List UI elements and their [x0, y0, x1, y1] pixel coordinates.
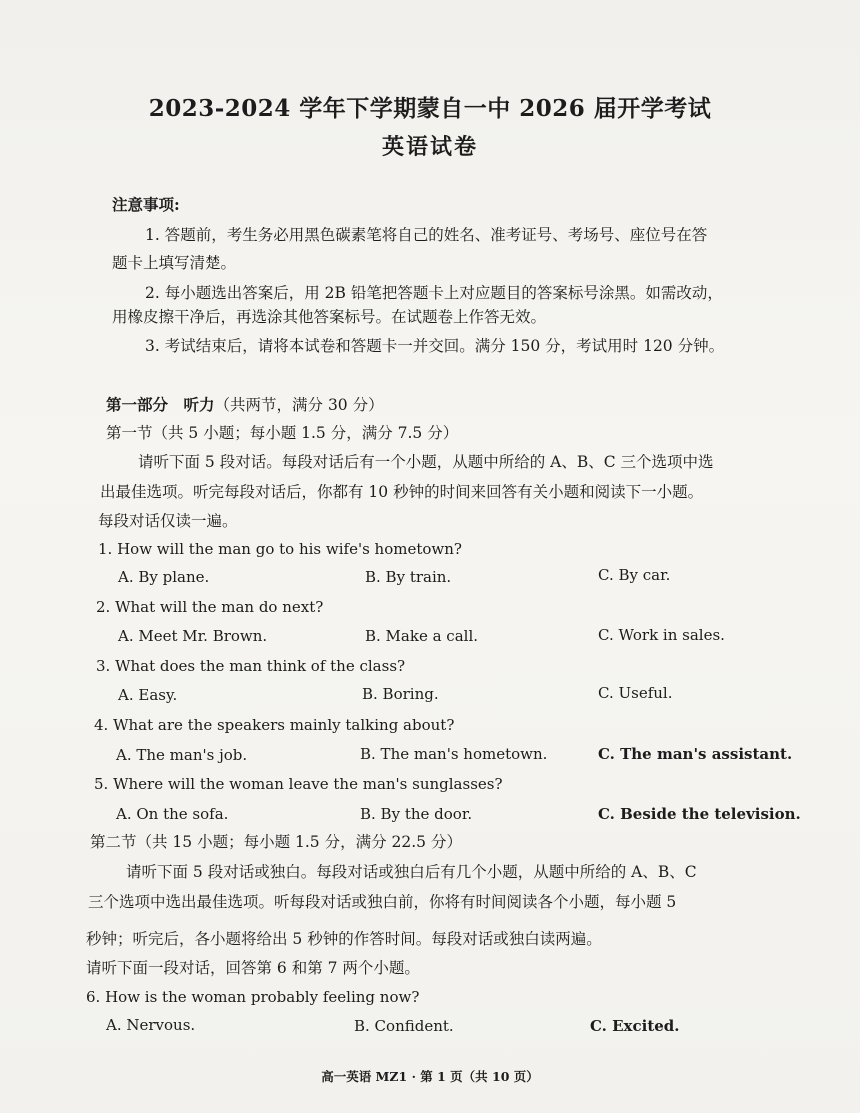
part1-note: （共两节，满分 30 分） — [214, 396, 384, 414]
exam-subtitle: 英语试卷 — [381, 134, 478, 160]
q1-option-c: C. By car. — [598, 566, 671, 584]
exam-title: 2023-2024 学年下学期蒙自一中 2026 届开学考试 — [148, 95, 712, 122]
q2-option-b: B. Make a call. — [365, 627, 479, 645]
section1-instruction-1: 请听下面 5 段对话。每段对话后有一个小题，从题中所给的 A、B、C 三个选项中选 — [138, 453, 714, 471]
q4-option-a: A. The man's job. — [116, 746, 248, 764]
bleed-through-text — [118, 160, 122, 175]
notice-item-3: 3. 考试结束后，请将本试卷和答题卡一并交回。满分 150 分，考试用时 120 分钟。 — [145, 337, 725, 355]
section2-instruction-2: 三个选项中选出最佳选项。听每段对话或独白前，你将有时间阅读各个小题，每小题 5 — [88, 893, 677, 911]
q3-option-a: A. Easy. — [118, 686, 178, 704]
section2-instruction-1: 请听下面 5 段对话或独白。每段对话或独白后有几个小题，从题中所给的 A、B、C — [126, 863, 697, 881]
question-3: 3. What does the man think of the class? — [96, 657, 406, 675]
q3-option-c: C. Useful. — [598, 684, 673, 702]
q2-option-c: C. Work in sales. — [598, 626, 725, 644]
section2-heading: 第二节（共 15 小题；每小题 1.5 分，满分 22.5 分） — [90, 833, 462, 851]
notice-item-1-cont: 题卡上填写清楚。 — [112, 254, 237, 272]
question-4: 4. What are the speakers mainly talking about? — [94, 716, 455, 734]
section2-instruction-3: 秒钟；听完后，各小题将给出 5 秒钟的作答时间。每段对话或独白读两遍。 — [86, 930, 602, 948]
question-1: 1. How will the man go to his wife's hometown? — [98, 540, 462, 558]
notice-heading: 注意事项: — [112, 195, 180, 214]
question-2: 2. What will the man do next? — [96, 598, 324, 616]
q1-option-a: A. By plane. — [118, 568, 210, 586]
page-footer: 高一英语 MZ1 · 第 1 页（共 10 页） — [321, 1069, 539, 1084]
q4-option-b: B. The man's hometown. — [360, 745, 548, 763]
section1-heading: 第一节（共 5 小题；每小题 1.5 分，满分 7.5 分） — [106, 424, 459, 442]
section1-instruction-3: 每段对话仅读一遍。 — [98, 512, 238, 530]
q6-option-b: B. Confident. — [354, 1017, 454, 1035]
question-6: 6. How is the woman probably feeling now? — [86, 988, 420, 1006]
q1-option-b: B. By train. — [365, 568, 452, 586]
q6-option-c: C. Excited. — [590, 1017, 680, 1035]
notice-item-1: 1. 答题前，考生务必用黑色碳素笔将自己的姓名、准考证号、考场号、座位号在答 — [145, 226, 708, 244]
section1-instruction-2: 出最佳选项。听完每段对话后，你都有 10 秒钟的时间来回答有关小题和阅读下一小题。 — [100, 483, 704, 501]
notice-item-2-cont: 用橡皮擦干净后，再选涂其他答案标号。在试题卷上作答无效。 — [112, 308, 547, 326]
q3-option-b: B. Boring. — [362, 685, 439, 703]
section2-instruction-4: 请听下面一段对话，回答第 6 和第 7 两个小题。 — [86, 959, 420, 977]
part1-heading — [106, 395, 384, 415]
q5-option-b: B. By the door. — [360, 805, 473, 823]
notice-item-2: 2. 每小题选出答案后，用 2B 铅笔把答题卡上对应题目的答案标号涂黑。如需改动， — [145, 284, 723, 302]
part1-title: 第一部分 听力 — [106, 395, 215, 414]
q5-option-a: A. On the sofa. — [116, 805, 229, 823]
question-5: 5. Where will the woman leave the man's sunglasses? — [94, 775, 503, 793]
q2-option-a: A. Meet Mr. Brown. — [118, 627, 268, 645]
q6-option-a: A. Nervous. — [106, 1016, 196, 1034]
q4-option-c: C. The man's assistant. — [598, 745, 793, 763]
q5-option-c: C. Beside the television. — [598, 805, 801, 823]
